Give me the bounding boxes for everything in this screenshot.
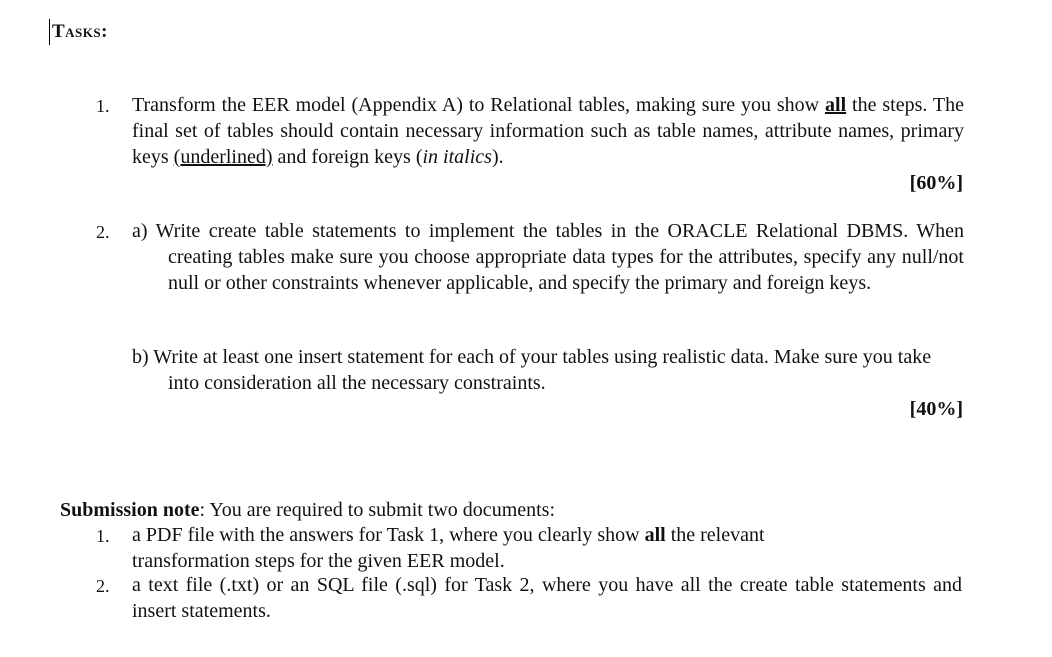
submission-item-1-emphasis: all bbox=[644, 524, 666, 546]
task-1-text-part: Transform the EER model (Appendix A) to Relational tables, making sure you show bbox=[132, 94, 826, 116]
task-2-number: 2. bbox=[96, 222, 110, 242]
submission-item-2-number: 2. bbox=[96, 576, 110, 596]
task-1-italic-example: in italics bbox=[422, 146, 492, 168]
submission-note bbox=[60, 497, 555, 523]
task-1-weight: [60%] bbox=[909, 172, 963, 194]
task-2-part-a: a) Write create table statements to implement the tables in the ORACLE Relational DBMS. When creating tables make sure you choose appropriate data types for the attributes, specify any null/not null or other constraints whenever applicable, and specify the primary and foreign keys. bbox=[132, 220, 964, 294]
task-2-part-b: b) Write at least one insert statement for each of your tables using realistic data. Make sure you take into consideration all the necessary constraints. bbox=[132, 346, 932, 394]
submission-item-1-text: a PDF file with the answers for Task 1, where you clearly show bbox=[132, 524, 645, 546]
task-1-number: 1. bbox=[96, 96, 110, 116]
task-1-text-part: the steps. The final set of tables should contain necessary information such as table names, attribute names, primary keys bbox=[132, 94, 964, 168]
text-cursor bbox=[49, 19, 50, 45]
task-1-text bbox=[132, 92, 964, 170]
tasks-heading: Tasks: bbox=[52, 21, 108, 42]
task-1-underlined-example: (underlined) bbox=[173, 146, 273, 168]
task-1-text-part: and foreign keys ( bbox=[272, 146, 423, 168]
submission-item-1 bbox=[132, 522, 852, 574]
submission-note-label: Submission note bbox=[60, 499, 200, 521]
task-1-text-part: ). bbox=[491, 146, 504, 168]
submission-item-1-number: 1. bbox=[96, 526, 110, 546]
task-1-emphasis-all: all bbox=[825, 94, 847, 116]
submission-item-1-text: the relevant transformation steps for the given EER model. bbox=[132, 524, 765, 572]
submission-note-intro: : You are required to submit two documents: bbox=[199, 499, 556, 521]
submission-item-2: a text file (.txt) or an SQL file (.sql) for Task 2, where you have all the create table statements and insert statements. bbox=[132, 574, 962, 622]
task-2-weight: [40%] bbox=[909, 398, 963, 420]
